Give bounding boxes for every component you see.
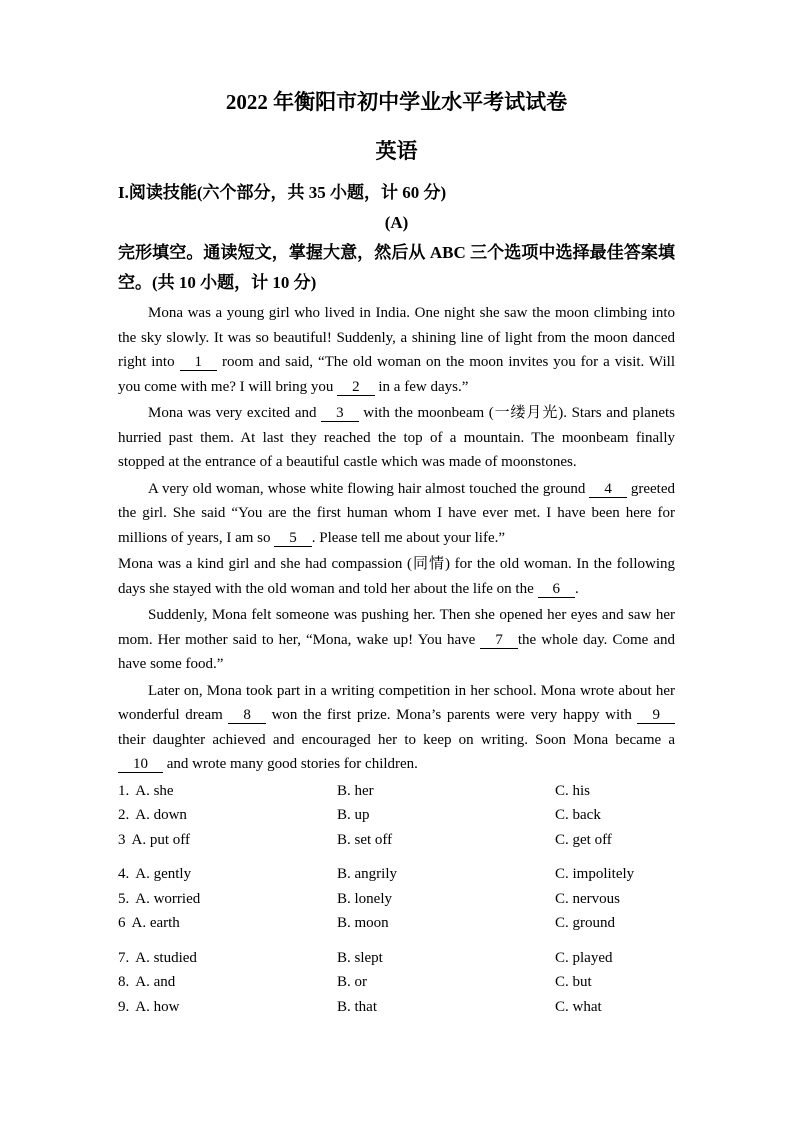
- option-c: C. nervous: [555, 890, 620, 907]
- option-b: B. lonely: [337, 890, 392, 907]
- cloze-blank-3: 3: [321, 405, 359, 422]
- option-c: C. impolitely: [555, 866, 635, 883]
- option-c: C. played: [555, 949, 613, 966]
- option-a: A. gently: [135, 866, 192, 883]
- option-row-2: [118, 803, 675, 828]
- passage-paragraph: Mona was a young girl who lived in India. One night she saw the moon climbing into the sky slowly. It was so beautiful! Suddenly, a shining line of light from the moon danced right into 1 room and said, “The old woman on the moon invites you for a visit. Will you come with me? I will bring you 2 in a few days.”: [118, 305, 675, 395]
- option-row-4: [118, 862, 675, 887]
- option-row-1: [118, 779, 675, 804]
- question-number: 7.: [118, 949, 130, 966]
- question-number: 5.: [118, 890, 130, 907]
- option-c: C. back: [555, 807, 601, 824]
- option-b: B. set off: [337, 831, 393, 848]
- option-cell-a: [118, 803, 337, 828]
- question-number: 9.: [118, 998, 130, 1015]
- question-number: 4.: [118, 866, 130, 883]
- option-b: B. her: [337, 782, 374, 799]
- option-row-6: [118, 911, 675, 936]
- cloze-blank-2: 2: [337, 379, 375, 396]
- option-a: A. down: [135, 807, 187, 824]
- cloze-blank-6: 6: [538, 581, 576, 598]
- question-number: 1.: [118, 782, 130, 799]
- option-c: C. what: [555, 998, 602, 1015]
- cloze-blank-5: 5: [274, 530, 312, 547]
- option-row-3: [118, 828, 675, 853]
- option-c: C. get off: [555, 831, 612, 848]
- option-cell-a: [118, 946, 337, 971]
- option-b: B. angrily: [337, 866, 397, 883]
- option-c: C. his: [555, 782, 591, 799]
- option-b: B. that: [337, 998, 377, 1015]
- option-cell-a: [118, 911, 337, 936]
- option-a: A. earth: [131, 915, 180, 932]
- passage-paragraph: Mona was a kind girl and she had compassion (同情) for the old woman. In the following days she stayed with the old woman and told her about the life on the 6 .: [118, 556, 675, 597]
- option-b: B. moon: [337, 915, 389, 932]
- option-a: A. worried: [135, 890, 201, 907]
- option-cell-a: [118, 828, 337, 853]
- cloze-blank-4: 4: [589, 481, 627, 498]
- cloze-blank-9: 9: [637, 707, 675, 724]
- cloze-blank-1: 1: [180, 354, 218, 371]
- option-row-5: [118, 887, 675, 912]
- question-number: 6: [118, 915, 126, 932]
- cloze-blank-8: 8: [228, 707, 266, 724]
- option-cell-a: [118, 862, 337, 887]
- exam-title: 2022 年衡阳市初中学业水平考试试卷: [225, 90, 568, 114]
- cloze-blank-10: 10: [118, 756, 163, 773]
- passage-paragraph: Suddenly, Mona felt someone was pushing her. Then she opened her eyes and saw her mom. Her mother said to her, “Mona, wake up! You have 7 the whole day. Come and have some food.”: [118, 607, 675, 673]
- exam-subject: 英语: [375, 139, 418, 164]
- options-table: [118, 779, 675, 1020]
- option-c: C. but: [555, 974, 592, 991]
- part-label: (A): [384, 213, 409, 233]
- option-row-9: [118, 995, 675, 1020]
- question-number: 8.: [118, 974, 130, 991]
- passage-paragraph: Later on, Mona took part in a writing competition in her school. Mona wrote about her wonderful dream 8 won the first prize. Mona’s parents were very happy with 9 their daughter achieved and encouraged her to keep on writing. Soon Mona became a 10 and wrote many good stories for children.: [118, 682, 675, 773]
- option-b: B. up: [337, 807, 370, 824]
- question-number: 2.: [118, 807, 130, 824]
- cloze-blank-7: 7: [480, 632, 518, 649]
- cloze-passage: [118, 301, 675, 777]
- option-row-8: [118, 970, 675, 995]
- option-row-7: [118, 946, 675, 971]
- option-a: A. put off: [131, 831, 190, 848]
- passage-paragraph: Mona was very excited and 3 with the moonbeam (一缕月光). Stars and planets hurried past them. At last they reached the top of a mountain. The moonbeam finally stopped at the entrance of a beautiful castle which was made of moonstones.: [118, 405, 675, 471]
- option-a: A. she: [135, 782, 174, 799]
- option-a: A. how: [135, 998, 180, 1015]
- option-a: A. and: [135, 974, 176, 991]
- question-number: 3: [118, 831, 126, 848]
- option-cell-a: [118, 779, 337, 804]
- option-a: A. studied: [135, 949, 197, 966]
- option-cell-a: [118, 887, 337, 912]
- option-cell-a: [118, 970, 337, 995]
- section-heading: I.阅读技能(六个部分，共 35 小题，计 60 分): [118, 183, 447, 203]
- option-b: B. slept: [337, 949, 383, 966]
- cloze-instructions: 完形填空。通读短文，掌握大意，然后从 ABC 三个选项中选择最佳答案填空。(共 10 小题，计 10 分): [118, 243, 675, 293]
- option-cell-a: [118, 995, 337, 1020]
- option-b: B. or: [337, 974, 367, 991]
- passage-paragraph: A very old woman, whose white flowing hair almost touched the ground 4 greeted the girl. She said “You are the first human whom I have ever met. I have been here for millions of years, I am so 5 . Please tell me about your life.”: [118, 480, 676, 546]
- option-c: C. ground: [555, 915, 615, 932]
